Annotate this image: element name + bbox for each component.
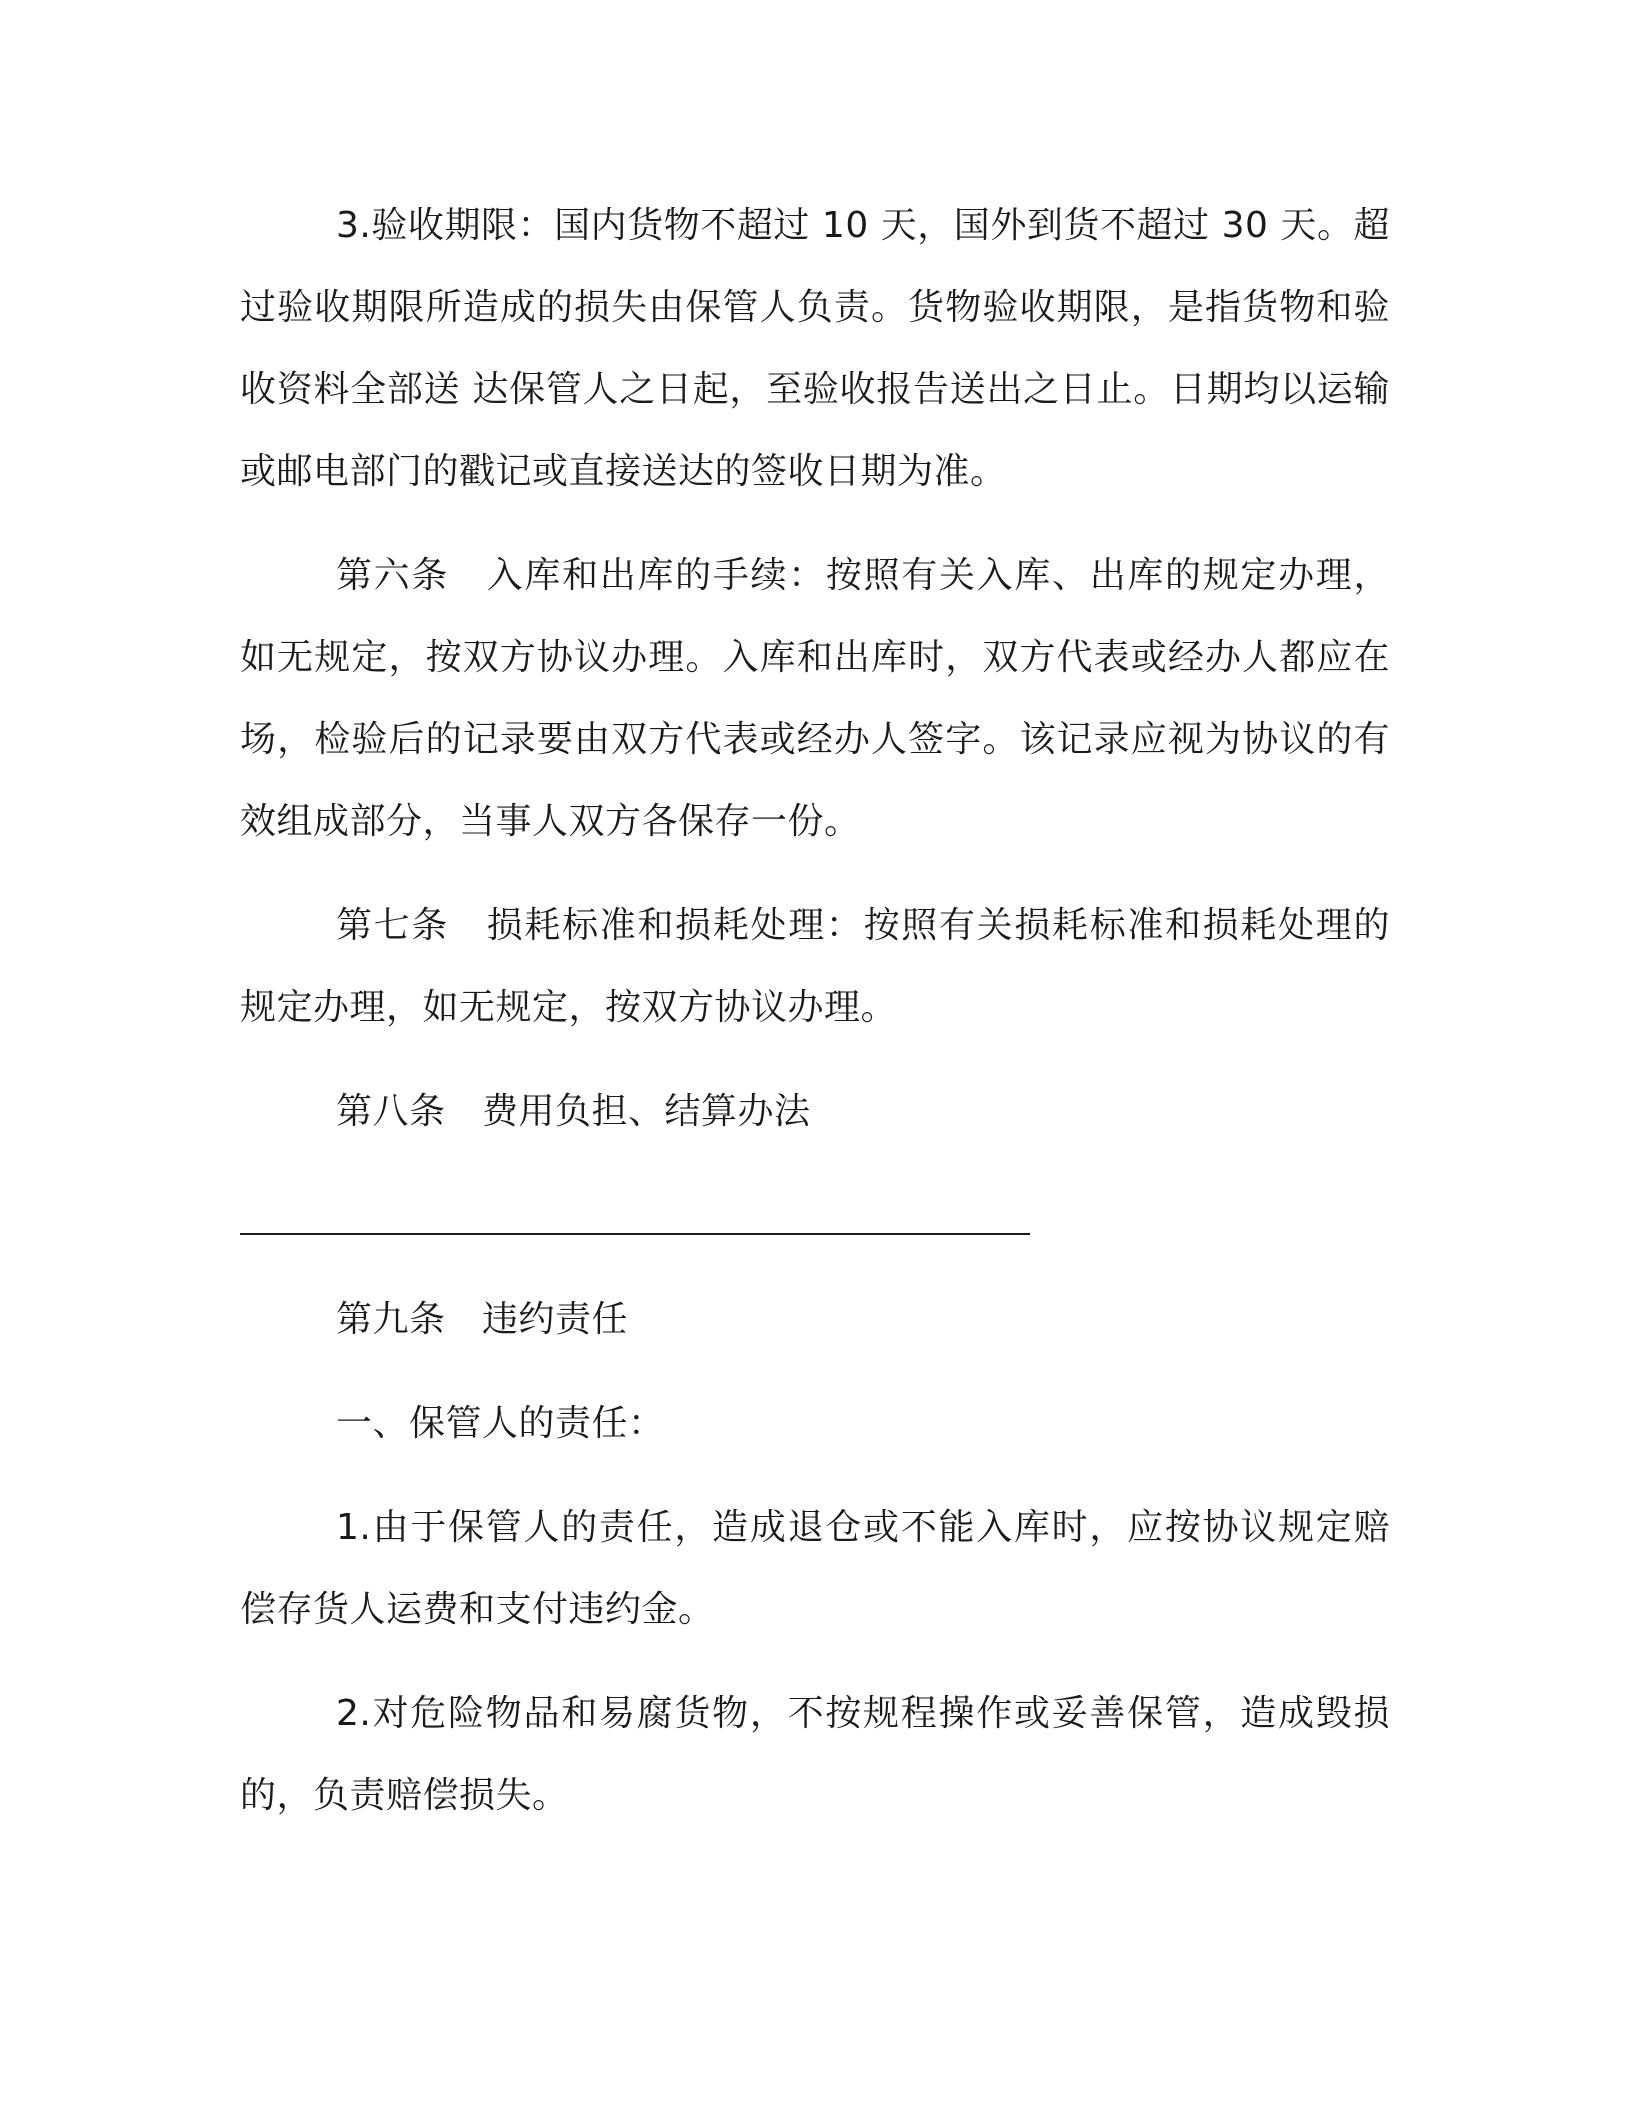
paragraph-article-9: 第九条 违约责任 [336,1299,629,1340]
paragraph-acceptance-period: 3.验收期限：国内货物不超过 10 天，国外到货不超过 30 天。超过验收期限所造成的损失由保管人负责。货物验收期限，是指货物和验收资料全部送 达保管人之日起，至验收报告送出之日止。日期均以运输或邮电部门的戳记或直接送达的签收日期为准。 [240,205,1390,492]
paragraph-liability-item-2: 2.对危险物品和易腐货物，不按规程操作或妥善保管，造成毁损的，负责赔偿损失。 [240,1693,1390,1816]
blank-underline [240,1233,1030,1235]
document-body [240,185,1390,1859]
blank-fill-line [240,1175,1390,1257]
paragraph-article-8: 第八条 费用负担、结算办法 [336,1091,811,1132]
paragraph-liability-item-1: 1.由于保管人的责任，造成退仓或不能入库时，应按协议规定赔偿存货人运费和支付违约金。 [240,1507,1390,1630]
paragraph-custodian-liability-heading: 一、保管人的责任： [336,1403,665,1444]
paragraph-article-7: 第七条 损耗标准和损耗处理：按照有关损耗标准和损耗处理的规定办理，如无规定，按双方协议办理。 [240,905,1390,1028]
paragraph-article-6: 第六条 入库和出库的手续：按照有关入库、出库的规定办理，如无规定，按双方协议办理。入库和出库时，双方代表或经办人都应在场，检验后的记录要由双方代表或经办人签字。该记录应视为协议的有效组成部分，当事人双方各保存一份。 [240,555,1390,842]
